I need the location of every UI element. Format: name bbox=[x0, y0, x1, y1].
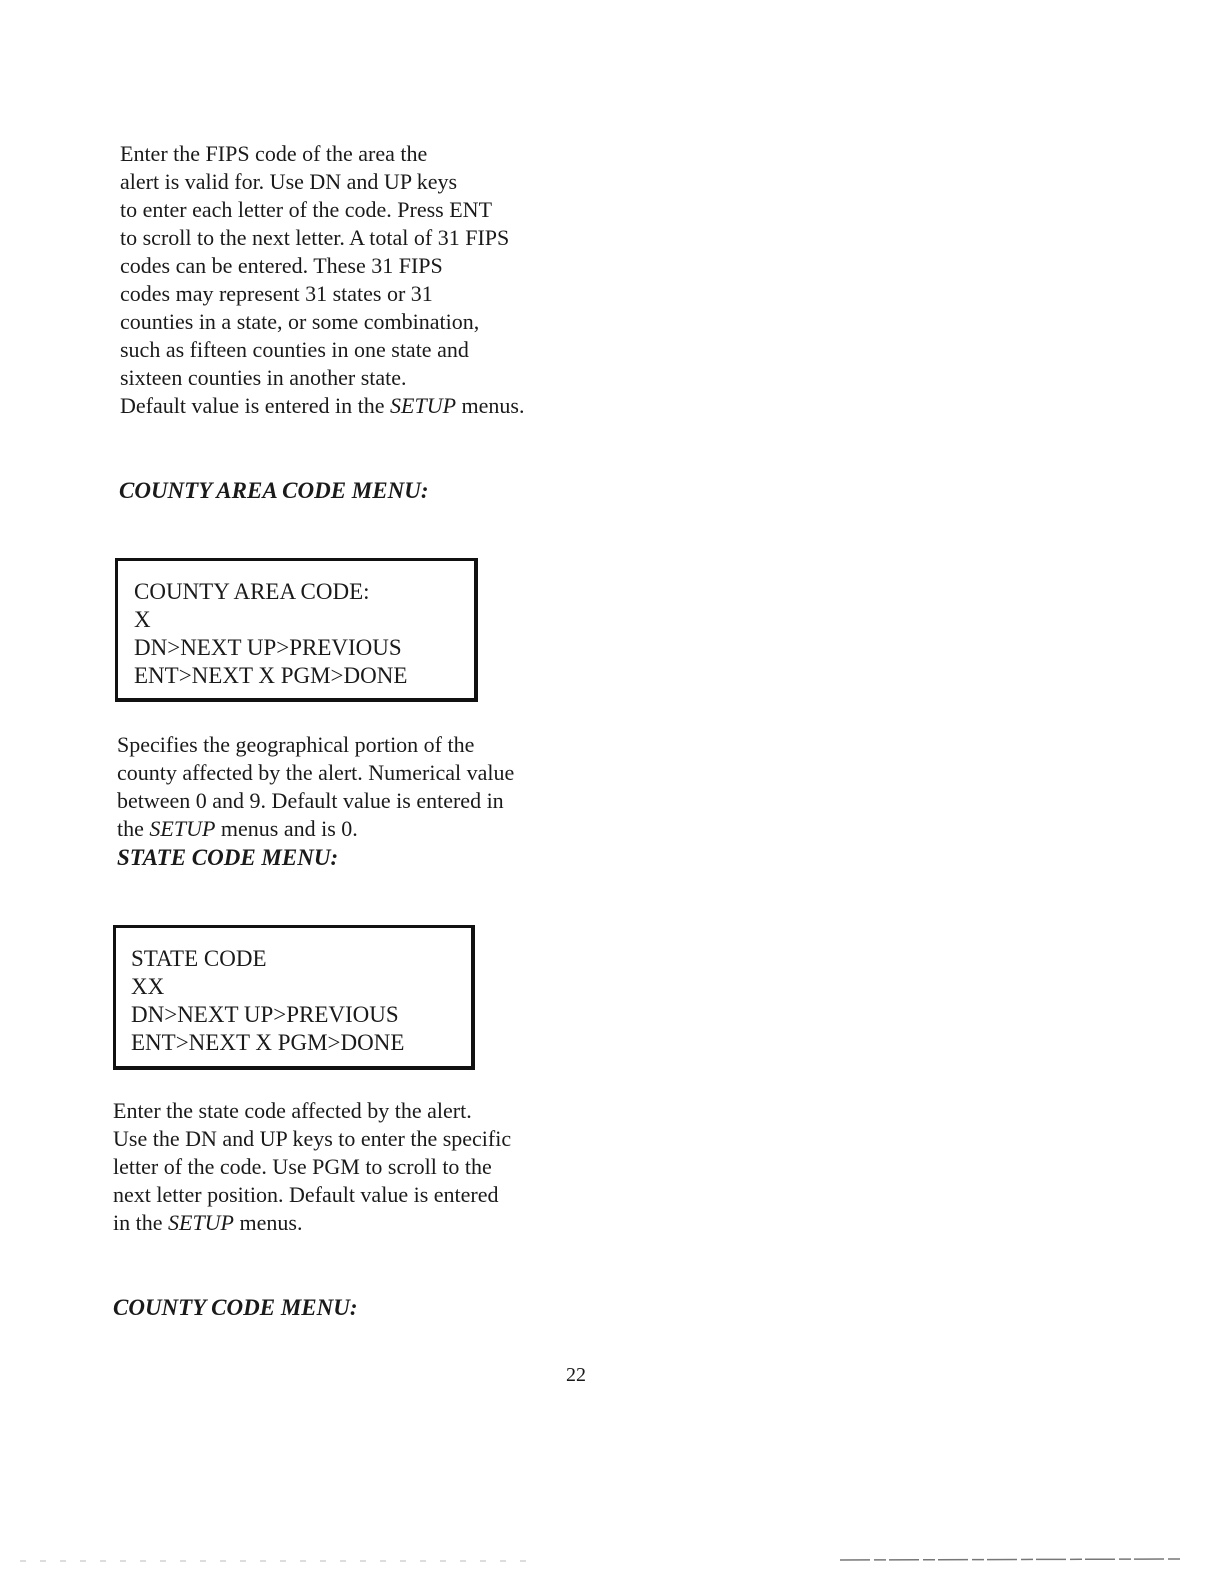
setup-menu-reference: SETUP bbox=[390, 393, 457, 418]
intro-default-suffix: menus. bbox=[456, 393, 525, 418]
county-area-default-suffix: menus and is 0. bbox=[215, 816, 358, 841]
setup-menu-reference: SETUP bbox=[168, 1210, 234, 1235]
state-code-default-text: in the bbox=[113, 1210, 168, 1235]
state-code-line-default bbox=[113, 1209, 511, 1237]
county-area-code-heading: COUNTY AREA CODE MENU: bbox=[119, 478, 429, 503]
display-line: XX bbox=[131, 974, 165, 999]
county-area-default-text: the bbox=[117, 816, 150, 841]
intro-line: to scroll to the next letter. A total of 31 FIPS bbox=[120, 225, 510, 250]
state-code-line: Use the DN and UP keys to enter the specific bbox=[113, 1126, 512, 1151]
state-code-paragraph bbox=[113, 1097, 511, 1237]
page-number: 22 bbox=[566, 1364, 586, 1386]
county-area-line: county affected by the alert. Numerical value bbox=[117, 760, 515, 785]
display-line: ENT>NEXT X PGM>DONE bbox=[134, 663, 408, 688]
intro-line: to enter each letter of the code. Press ENT bbox=[120, 197, 493, 222]
intro-line: codes can be entered. These 31 FIPS bbox=[120, 253, 443, 278]
display-line: ENT>NEXT X PGM>DONE bbox=[131, 1030, 405, 1055]
county-area-line: between 0 and 9. Default value is entered in bbox=[117, 788, 504, 813]
state-code-heading: STATE CODE MENU: bbox=[117, 845, 339, 870]
state-code-default-suffix: menus. bbox=[234, 1210, 303, 1235]
intro-line: codes may represent 31 states or 31 bbox=[120, 281, 433, 306]
intro-line-default bbox=[120, 392, 524, 420]
intro-line: such as fifteen counties in one state and bbox=[120, 337, 469, 362]
display-line: X bbox=[134, 607, 151, 632]
state-code-line: next letter position. Default value is entered bbox=[113, 1182, 499, 1207]
display-line: STATE CODE bbox=[131, 946, 267, 971]
intro-paragraph bbox=[120, 140, 524, 420]
county-area-code-paragraph bbox=[117, 731, 514, 843]
display-line: DN>NEXT UP>PREVIOUS bbox=[134, 635, 402, 660]
intro-default-text: Default value is entered in the bbox=[120, 393, 391, 418]
county-code-heading: COUNTY CODE MENU: bbox=[113, 1295, 358, 1320]
state-code-line: letter of the code. Use PGM to scroll to the bbox=[113, 1154, 492, 1179]
scan-artifact bbox=[0, 1556, 1224, 1564]
state-code-display bbox=[113, 925, 475, 1070]
county-area-line-default bbox=[117, 815, 514, 843]
display-line: DN>NEXT UP>PREVIOUS bbox=[131, 1002, 399, 1027]
intro-line: alert is valid for. Use DN and UP keys bbox=[120, 169, 458, 194]
county-area-code-display bbox=[115, 558, 478, 702]
setup-menu-reference: SETUP bbox=[149, 816, 216, 841]
county-area-line: Specifies the geographical portion of the bbox=[117, 732, 475, 757]
state-code-line: Enter the state code affected by the alert. bbox=[113, 1098, 472, 1123]
intro-line: counties in a state, or some combination, bbox=[120, 309, 480, 334]
display-line: COUNTY AREA CODE: bbox=[134, 579, 370, 604]
intro-line: Enter the FIPS code of the area the bbox=[120, 141, 428, 166]
intro-line: sixteen counties in another state. bbox=[120, 365, 407, 390]
